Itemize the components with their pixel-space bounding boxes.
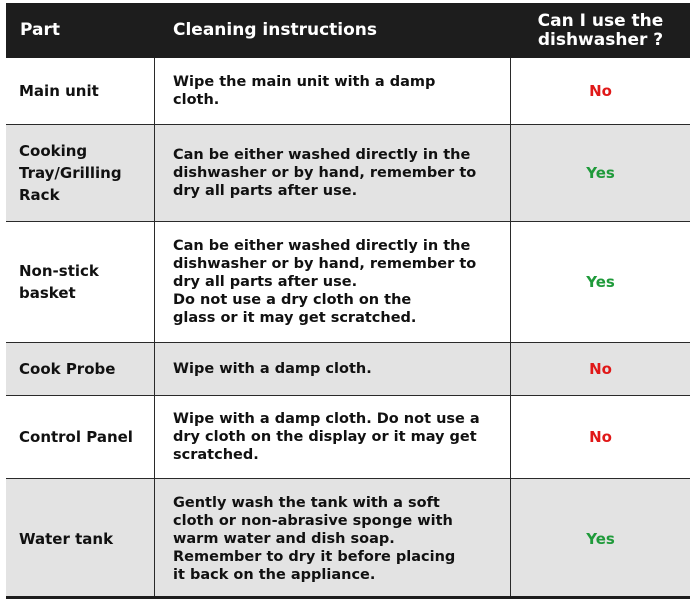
cleaning-instructions: Wipe with a damp cloth. Do not use a dry cloth on the display or it may get scratched. xyxy=(173,411,480,463)
part-name: Non-stick basket xyxy=(19,262,99,302)
cleaning-instructions: Can be either washed directly in the dishwasher or by hand, remember to dry all parts after use. xyxy=(173,147,477,199)
table-row xyxy=(6,222,690,343)
table-row xyxy=(6,479,690,598)
part-name: Water tank xyxy=(19,529,114,548)
header-instructions: Cleaning instructions xyxy=(173,20,378,40)
header-dishwasher: Can I use the dishwasher ? xyxy=(537,10,664,50)
cleaning-instructions: Gently wash the tank with a soft cloth or non-abrasive sponge with warm water and dish soap. Remember to dry it before placing it back on the appliance. xyxy=(173,494,456,583)
dishwasher-answer: Yes xyxy=(586,529,615,548)
table-row xyxy=(6,396,690,479)
table-row xyxy=(6,58,690,125)
part-name: Cook Probe xyxy=(19,360,116,378)
cleaning-table xyxy=(6,3,690,598)
dishwasher-answer: No xyxy=(589,360,612,378)
part-name: Main unit xyxy=(19,82,99,100)
dishwasher-answer: No xyxy=(589,82,612,100)
header-part: Part xyxy=(20,20,60,40)
table-row xyxy=(6,343,690,396)
dishwasher-answer: Yes xyxy=(586,273,615,291)
table-header xyxy=(6,3,690,58)
cleaning-instructions: Wipe with a damp cloth. xyxy=(173,361,372,377)
dishwasher-answer: Yes xyxy=(586,164,615,182)
table-row xyxy=(6,125,690,222)
part-name: Cooking Tray/Grilling Rack xyxy=(19,142,122,204)
cleaning-instructions: Wipe the main unit with a damp cloth. xyxy=(173,74,436,108)
cleaning-instructions: Can be either washed directly in the dishwasher or by hand, remember to dry all parts after use. Do not use a dry cloth on the glass or it may get scratched. xyxy=(173,238,477,326)
part-name: Control Panel xyxy=(19,428,133,446)
dishwasher-answer: No xyxy=(589,428,612,446)
